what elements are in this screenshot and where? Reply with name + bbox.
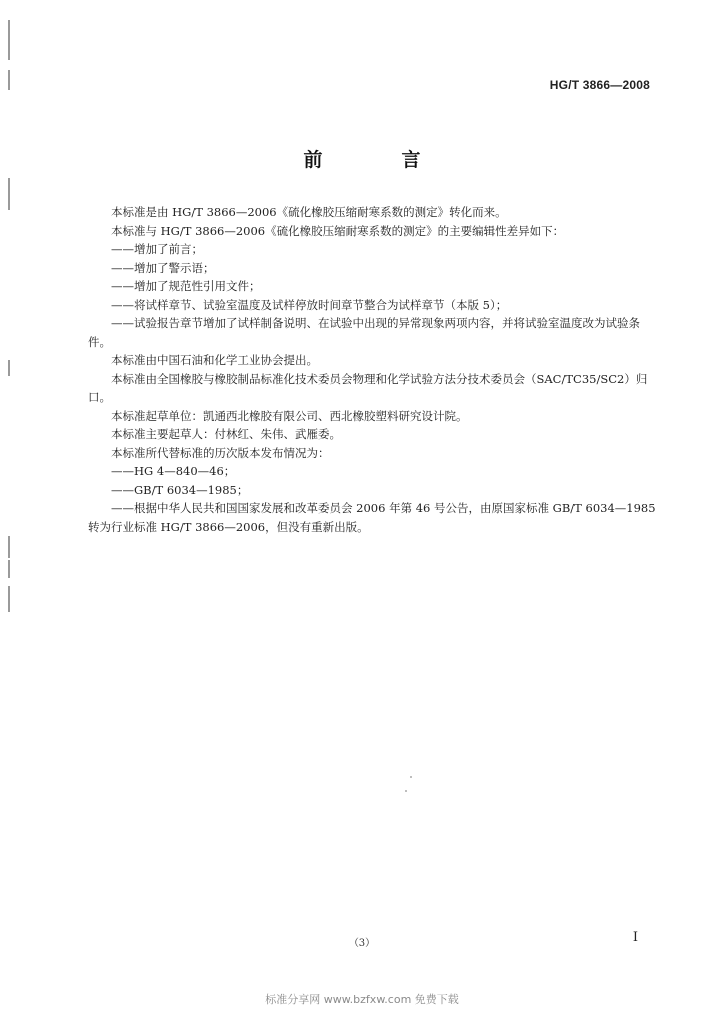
list-item: ——GB/T 6034—1985； [111,482,249,497]
standard-code: HG/T 3866—2008 [549,78,650,92]
binding-mark [8,70,10,90]
paragraph: 本标准与 HG/T 3866—2006《硫化橡胶压缩耐寒系数的测定》的主要编辑性差异如下： [111,223,565,238]
paragraph: 本标准是由 HG/T 3866—2006《硫化橡胶压缩耐寒系数的测定》转化而来。 [111,205,507,219]
roman-page-number: I [632,930,638,945]
scan-speck [405,790,407,792]
binding-mark [8,560,10,578]
page-number: （3） [348,938,376,949]
binding-mark [8,20,10,60]
list-item: ——HG 4—840—46； [111,464,236,478]
paragraph: 本标准起草单位：凯通西北橡胶有限公司、西北橡胶塑料研究设计院。 [111,408,468,423]
watermark-text: 标准分享网 www.bzfxw.com 免费下载 [265,993,459,1006]
list-item: ——增加了前言； [111,242,203,256]
binding-mark [8,360,10,376]
binding-mark [8,196,10,210]
foreword-body [88,203,662,536]
paragraph: 本标准由全国橡胶与橡胶制品标准化技术委员会物理和化学试验方法分技术委员会（SAC/TC35/SC2）归口。 [88,371,648,404]
paragraph: 本标准主要起草人：付林红、朱伟、武雁委。 [111,427,341,441]
list-item: ——增加了警示语； [111,260,215,275]
scan-speck [410,776,412,778]
list-item: ——增加了规范性引用文件； [111,279,261,293]
list-item: ——将试样章节、试验室温度及试样停放时间章节整合为试样章节（本版 5）； [111,297,508,312]
binding-mark [8,586,10,612]
page-title: 前 言 [303,149,451,171]
binding-mark [8,178,10,196]
binding-mark [8,536,10,558]
paragraph: 本标准所代替标准的历次版本发布情况为： [111,445,330,460]
paragraph: 本标准由中国石油和化学工业协会提出。 [111,353,318,367]
list-item: ——根据中华人民共和国国家发展和改革委员会 2006 年第 46 号公告，由原国家标准 GB/T 6034—1985 转为行业标准 HG/T 3866—2006，但没有重新出版。 [88,501,656,534]
list-item: ——试验报告章节增加了试样制备说明、在试验中出现的异常现象两项内容，并将试验室温度改为试验条件。 [88,316,640,349]
